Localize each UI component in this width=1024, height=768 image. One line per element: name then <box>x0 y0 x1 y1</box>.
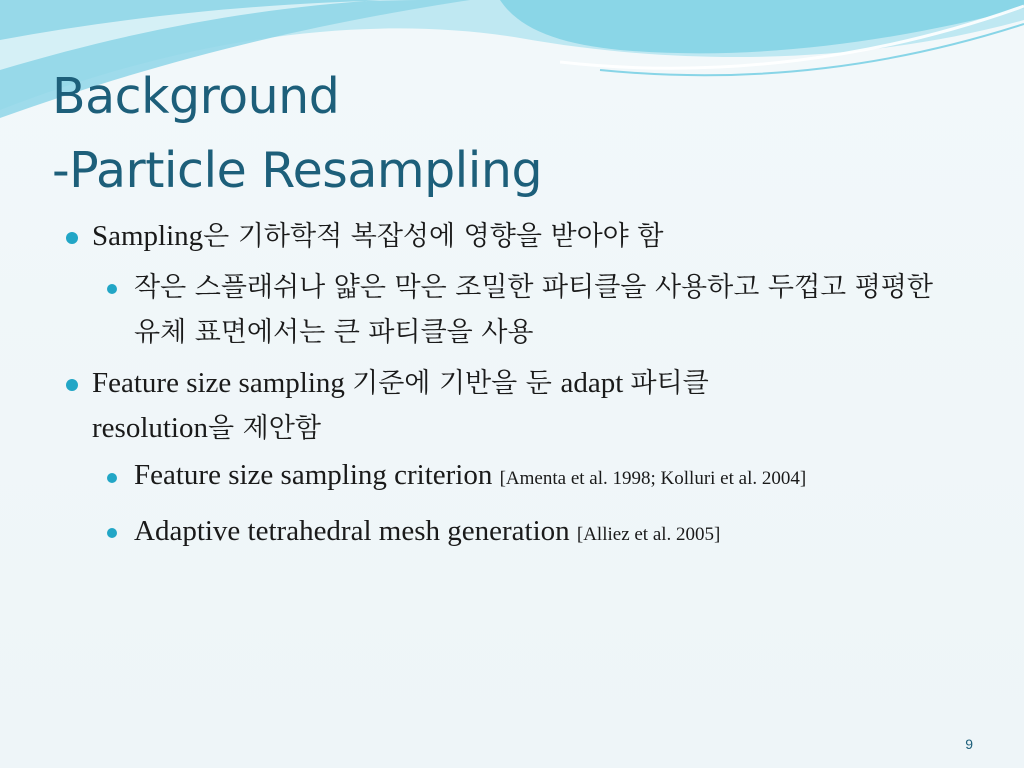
title-line-1: Background <box>52 68 340 125</box>
bullet-text-ko: 은 기하학적 복잡성에 영향을 받아야 함 <box>203 221 664 252</box>
bullet-item-sampling <box>62 214 962 259</box>
bullet-text-ko: 파티클 <box>630 368 709 399</box>
citation: [Alliez et al. 2005] <box>576 524 721 545</box>
page-number: 9 <box>965 736 973 752</box>
bullet-text-en: adapt <box>560 367 631 399</box>
subbullet-text-ko: 작은 스플래쉬나 얇은 막은 조밀한 파티클을 사용하고 두껍고 평평한 유체 표면에서는 큰 파티클을 사용 <box>134 272 933 348</box>
bullet-text-en: Sampling <box>92 220 204 252</box>
bullet-dot-icon <box>107 284 117 294</box>
bullet-item-feature-size <box>62 361 962 451</box>
subbullet-item-splash <box>62 265 962 355</box>
subbullet-text: Feature size sampling criterion <box>134 459 500 491</box>
bullet-text-en: Feature size sampling <box>92 367 353 399</box>
bullet-dot-icon <box>66 232 78 244</box>
slide-title <box>52 60 542 208</box>
subbullet-item-mesh <box>62 509 962 557</box>
bullet-dot-icon <box>66 379 78 391</box>
title-line-2: -Particle Resampling <box>52 142 543 199</box>
bullet-dot-icon <box>107 528 117 538</box>
bullet-text-ko: 기준에 기반을 둔 <box>352 368 561 399</box>
bullet-text-ko: 을 제안함 <box>208 413 321 444</box>
subbullet-item-criterion <box>62 457 962 497</box>
bullet-dot-icon <box>107 473 117 483</box>
bullet-list <box>62 214 962 563</box>
citation: [Amenta et al. 1998; Kolluri et al. 2004] <box>499 468 807 489</box>
bullet-text-en: resolution <box>92 412 208 444</box>
subbullet-text: Adaptive tetrahedral mesh generation <box>134 515 577 547</box>
